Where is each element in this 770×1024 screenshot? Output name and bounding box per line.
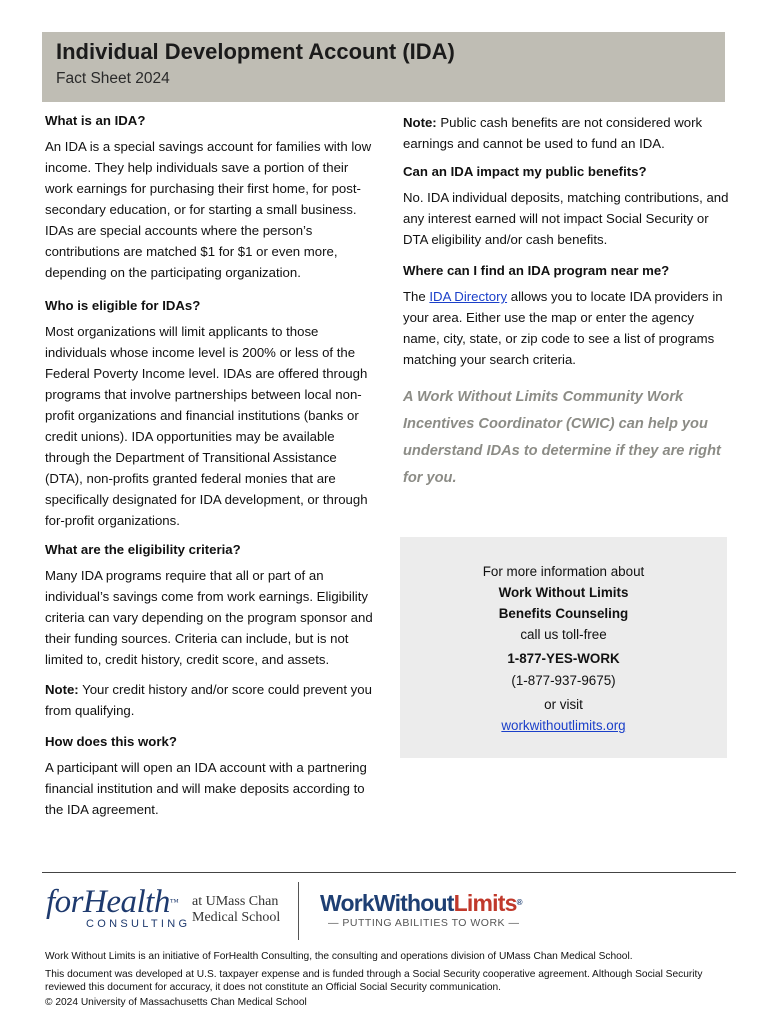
info-line-1: For more information about xyxy=(482,564,645,579)
umass-logo-text: at UMass Chan Medical School xyxy=(192,894,281,925)
right-column xyxy=(403,112,729,492)
info-org-name: Work Without Limits xyxy=(498,585,629,600)
question-find-program: Where can I find an IDA program near me? xyxy=(403,263,670,278)
answer-impact-benefits: No. IDA individual deposits, matching contributions, and any interest earned will not impact Social Security or DTA eligibility and/or cash benefits. xyxy=(403,190,729,247)
answer-who-eligible: Most organizations will limit applicants to those individuals whose income level is 200% or less of the Federal Poverty Income level. IDAs are offered through programs that involve partnerships between local non-profit organizations and financial institutions (banks or credit unions). IDA opportunities may be available through the Department of Transitional Assistance (DTA), non-profits granted federal monies that are specifically designated for IDA development, or through for-profit organizations. xyxy=(45,324,368,528)
credit-note xyxy=(45,679,373,721)
footer-copyright: © 2024 University of Massachusetts Chan Medical School xyxy=(45,997,307,1008)
cwic-callout: A Work Without Limits Community Work Incentives Coordinator (CWIC) can help you understand IDAs to determine if they are right for you. xyxy=(403,389,721,486)
contact-info-box xyxy=(400,537,727,758)
question-how-does-it-work: How does this work? xyxy=(45,734,177,749)
website-link[interactable]: workwithoutlimits.org xyxy=(501,718,626,733)
logo-row xyxy=(44,882,734,942)
work-without-limits-logo: WorkWithoutLimits® — PUTTING ABILITIES TO WORK — xyxy=(320,890,522,929)
credit-note-text: Your credit history and/or score could prevent you from qualifying. xyxy=(45,682,372,718)
answer-find-program: The IDA Directory allows you to locate IDA providers in your area. Either use the map or enter the agency name, city, state, or zip code to see a list of programs matching your search criteria. xyxy=(403,289,723,367)
answer-eligibility-criteria: Many IDA programs require that all or part of an individual’s savings come from work earnings. Eligibility criteria can vary depending on the program sponsor and their funding sources. Criteria can include, but is not limited to, credit history, credit score, and assets. xyxy=(45,568,373,667)
forhealth-logo: forHealth™ CONSULTING xyxy=(46,884,191,930)
left-column xyxy=(45,112,373,829)
footer-divider xyxy=(42,872,736,873)
answer-what-is-ida: An IDA is a special savings account for families with low income. They help individuals save a portion of their work earnings for purchasing their first home, for post-secondary education, or for starting a small business. IDAs are special accounts where the person’s contributions are matched $1 for $1 or even more, depending on the participating organization. xyxy=(45,139,372,280)
cash-note-label: Note: xyxy=(403,115,437,130)
footer-text xyxy=(45,950,735,1014)
credit-note-label: Note: xyxy=(45,682,79,697)
question-what-is-ida: What is an IDA? xyxy=(45,113,146,128)
page-subtitle: Fact Sheet 2024 xyxy=(56,70,170,87)
question-impact-benefits: Can an IDA impact my public benefits? xyxy=(403,164,647,179)
question-eligibility-criteria: What are the eligibility criteria? xyxy=(45,542,241,557)
cash-note-text: Public cash benefits are not considered work earnings and cannot be used to fund an IDA. xyxy=(403,115,703,151)
info-call-line: call us toll-free xyxy=(520,627,607,642)
header-banner xyxy=(42,32,725,102)
footer-disclaimer: This document was developed at U.S. taxpayer expense and is funded through a Social Security cooperative agreement. Although Social Security reviewed this document for accuracy, it does not constitute an Official Social Security communication. xyxy=(45,969,703,993)
info-service-name: Benefits Counseling xyxy=(498,606,629,621)
answer-how-does-it-work: A participant will open an IDA account with a partnering financial institution and will make deposits according to the IDA agreement. xyxy=(45,760,367,817)
question-who-eligible: Who is eligible for IDAs? xyxy=(45,298,201,313)
phone-number[interactable]: (1-877-937-9675) xyxy=(511,673,616,688)
logo-divider xyxy=(298,882,299,940)
cash-benefits-note xyxy=(403,112,729,154)
footer-initiative: Work Without Limits is an initiative of ForHealth Consulting, the consulting and operations division of UMass Chan Medical School. xyxy=(45,951,633,962)
page-title: Individual Development Account (IDA) xyxy=(56,39,455,64)
ida-directory-link[interactable]: IDA Directory xyxy=(429,289,508,304)
or-visit-text: or visit xyxy=(544,697,583,712)
phone-word[interactable]: 1-877-YES-WORK xyxy=(507,651,620,666)
